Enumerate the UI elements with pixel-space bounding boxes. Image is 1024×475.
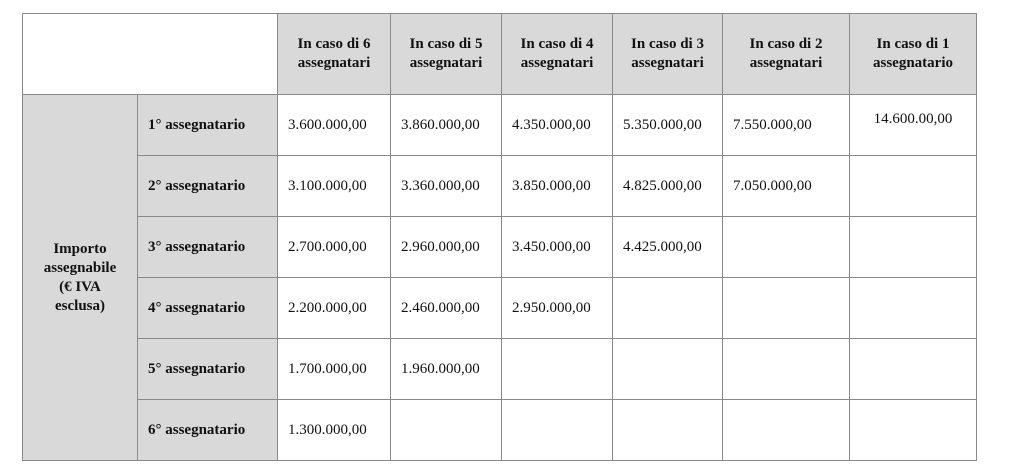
column-header-line: assegnatari [520, 55, 594, 71]
column-header-line: In caso di 6 [297, 36, 371, 52]
value-cell: 2.200.000,00 [278, 278, 391, 339]
value-cell [613, 400, 723, 461]
column-header [850, 14, 977, 95]
value-cell: 7.550.000,00 [723, 95, 850, 156]
column-header-line: In caso di 5 [409, 36, 483, 52]
column-header [391, 14, 502, 95]
value-cell: 2.950.000,00 [502, 278, 613, 339]
row-group-label-line: (€ IVA [59, 278, 101, 295]
value-cell: 1.960.000,00 [391, 339, 502, 400]
value-cell: 2.960.000,00 [391, 217, 502, 278]
column-header [502, 14, 613, 95]
value-cell: 7.050.000,00 [723, 156, 850, 217]
allocation-table [22, 13, 977, 461]
value-cell [723, 278, 850, 339]
value-cell [391, 400, 502, 461]
column-header [723, 14, 850, 95]
row-label: 1° assegnatario [138, 95, 278, 156]
value-cell: 2.460.000,00 [391, 278, 502, 339]
value-cell: 4.425.000,00 [613, 217, 723, 278]
column-header-line: assegnatari [749, 55, 823, 71]
column-header-line: assegnatario [873, 55, 953, 71]
column-header-line: In caso di 4 [520, 36, 594, 52]
column-header [278, 14, 391, 95]
column-header-line: assegnatari [297, 55, 371, 71]
value-cell [502, 400, 613, 461]
row-label: 3° assegnatario [138, 217, 278, 278]
row-label: 6° assegnatario [138, 400, 278, 461]
value-cell [613, 278, 723, 339]
header-row [23, 14, 977, 95]
value-cell [850, 278, 977, 339]
value-cell: 3.450.000,00 [502, 217, 613, 278]
table-row [23, 278, 977, 339]
value-cell [850, 400, 977, 461]
value-cell [850, 217, 977, 278]
value-cell [850, 156, 977, 217]
value-cell: 1.700.000,00 [278, 339, 391, 400]
row-group-label-line: esclusa) [55, 297, 105, 314]
value-cell: 1.300.000,00 [278, 400, 391, 461]
value-cell: 3.600.000,00 [278, 95, 391, 156]
value-cell: 4.350.000,00 [502, 95, 613, 156]
value-cell [723, 217, 850, 278]
column-header-line: In caso di 1 [876, 36, 950, 52]
table-row [23, 339, 977, 400]
value-cell: 3.360.000,00 [391, 156, 502, 217]
value-cell: 14.600.00,00 [850, 95, 977, 156]
column-header [613, 14, 723, 95]
column-header-line: In caso di 2 [749, 36, 823, 52]
value-cell [723, 339, 850, 400]
row-group-label [23, 95, 138, 461]
table-row [23, 95, 977, 156]
value-cell: 2.700.000,00 [278, 217, 391, 278]
table-row [23, 217, 977, 278]
row-group-label-line: assegnabile [43, 259, 117, 276]
table-row [23, 400, 977, 461]
value-cell [850, 339, 977, 400]
row-group-label-line: Importo [53, 240, 107, 257]
row-label: 5° assegnatario [138, 339, 278, 400]
value-cell: 3.860.000,00 [391, 95, 502, 156]
table-row [23, 156, 977, 217]
value-cell: 3.850.000,00 [502, 156, 613, 217]
column-header-line: assegnatari [409, 55, 483, 71]
value-cell: 3.100.000,00 [278, 156, 391, 217]
value-cell: 4.825.000,00 [613, 156, 723, 217]
value-cell: 5.350.000,00 [613, 95, 723, 156]
value-cell [502, 339, 613, 400]
column-header-line: assegnatari [631, 55, 704, 71]
column-header-line: In caso di 3 [631, 36, 704, 52]
row-label: 4° assegnatario [138, 278, 278, 339]
empty-corner-cell [23, 14, 278, 95]
value-cell [723, 400, 850, 461]
row-label: 2° assegnatario [138, 156, 278, 217]
value-cell [613, 339, 723, 400]
